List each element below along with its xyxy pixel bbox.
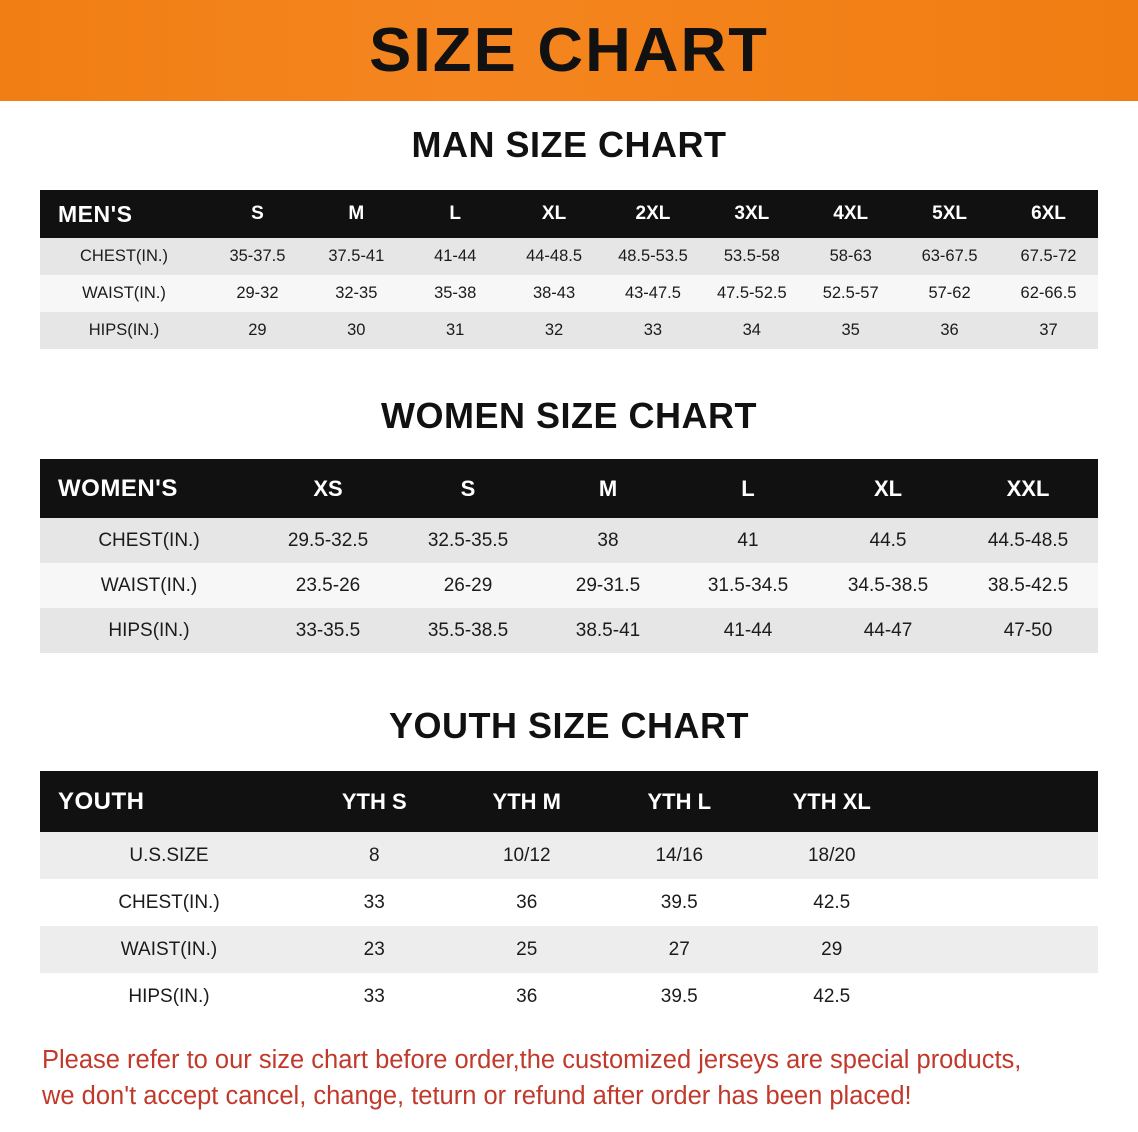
men-header-cell-6: 3XL	[702, 190, 801, 238]
men-row-1-label: WAIST(IN.)	[40, 275, 208, 312]
women-row-0-cell-0: 29.5-32.5	[258, 518, 398, 563]
women-header-cell-5: XL	[818, 459, 958, 518]
men-row-1-cell-7: 57-62	[900, 275, 999, 312]
women-row-2-cell-1: 35.5-38.5	[398, 608, 538, 653]
youth-row-2-spacer	[908, 926, 1098, 973]
table-header-row	[40, 459, 1098, 518]
men-row-0-cell-0: 35-37.5	[208, 238, 307, 275]
youth-header-cell-3: YTH L	[603, 771, 756, 832]
men-row-2-cell-8: 37	[999, 312, 1098, 349]
men-header-cell-5: 2XL	[604, 190, 703, 238]
youth-row-3-cell-2: 39.5	[603, 973, 756, 1020]
youth-row-3-cell-0: 33	[298, 973, 451, 1020]
men-header-cell-7: 4XL	[801, 190, 900, 238]
table-row	[40, 312, 1098, 349]
men-row-0-cell-6: 58-63	[801, 238, 900, 275]
youth-row-2-cell-1: 25	[451, 926, 604, 973]
women-header-cell-6: XXL	[958, 459, 1098, 518]
youth-row-3-cell-1: 36	[451, 973, 604, 1020]
men-row-2-cell-3: 32	[505, 312, 604, 349]
youth-size-table	[40, 771, 1098, 1020]
table-row	[40, 518, 1098, 563]
policy-note-line-1: Please refer to our size chart before order,the customized jerseys are special products,	[42, 1046, 1022, 1074]
women-row-1-cell-0: 23.5-26	[258, 563, 398, 608]
youth-header-spacer	[908, 771, 1098, 832]
youth-section-heading: YOUTH SIZE CHART	[388, 705, 749, 746]
men-row-0-cell-1: 37.5-41	[307, 238, 406, 275]
youth-row-1-cell-2: 39.5	[603, 879, 756, 926]
men-row-2-cell-2: 31	[406, 312, 505, 349]
women-row-1-cell-3: 31.5-34.5	[678, 563, 818, 608]
youth-header-cell-4: YTH XL	[756, 771, 909, 832]
table-row	[40, 563, 1098, 608]
women-row-0-label: CHEST(IN.)	[40, 518, 258, 563]
women-row-2-cell-5: 47-50	[958, 608, 1098, 653]
men-header-cell-3: L	[406, 190, 505, 238]
men-row-0-cell-4: 48.5-53.5	[604, 238, 703, 275]
youth-row-2-cell-2: 27	[603, 926, 756, 973]
women-table-wrapper	[0, 459, 1138, 653]
men-row-2-cell-7: 36	[900, 312, 999, 349]
youth-header-cell-1: YTH S	[298, 771, 451, 832]
table-row	[40, 973, 1098, 1020]
men-row-0-cell-5: 53.5-58	[702, 238, 801, 275]
women-row-0-cell-2: 38	[538, 518, 678, 563]
youth-header-cell-0: YOUTH	[40, 771, 298, 832]
women-header-cell-4: L	[678, 459, 818, 518]
women-row-0-cell-3: 41	[678, 518, 818, 563]
men-row-0-cell-8: 67.5-72	[999, 238, 1098, 275]
table-row	[40, 879, 1098, 926]
men-row-2-label: HIPS(IN.)	[40, 312, 208, 349]
youth-row-3-spacer	[908, 973, 1098, 1020]
policy-note-line-2: we don't accept cancel, change, teturn or refund after order has been placed!	[42, 1082, 912, 1111]
table-row	[40, 926, 1098, 973]
women-row-0-cell-1: 32.5-35.5	[398, 518, 538, 563]
women-row-0-cell-5: 44.5-48.5	[958, 518, 1098, 563]
youth-row-0-spacer	[908, 832, 1098, 879]
men-section-heading: MAN SIZE CHART	[411, 124, 727, 165]
women-header-cell-3: M	[538, 459, 678, 518]
men-row-2-cell-4: 33	[604, 312, 703, 349]
youth-row-1-cell-0: 33	[298, 879, 451, 926]
men-header-cell-1: S	[208, 190, 307, 238]
women-row-2-cell-0: 33-35.5	[258, 608, 398, 653]
women-row-1-cell-5: 38.5-42.5	[958, 563, 1098, 608]
table-row	[40, 832, 1098, 879]
women-row-2-cell-2: 38.5-41	[538, 608, 678, 653]
men-row-1-cell-4: 43-47.5	[604, 275, 703, 312]
youth-row-3-cell-3: 42.5	[756, 973, 909, 1020]
youth-row-2-cell-0: 23	[298, 926, 451, 973]
men-row-1-cell-2: 35-38	[406, 275, 505, 312]
men-table-body	[40, 238, 1098, 349]
men-row-0-label: CHEST(IN.)	[40, 238, 208, 275]
women-row-1-cell-4: 34.5-38.5	[818, 563, 958, 608]
table-row	[40, 238, 1098, 275]
page-banner	[0, 0, 1138, 101]
youth-row-1-cell-3: 42.5	[756, 879, 909, 926]
men-header-cell-9: 6XL	[999, 190, 1098, 238]
women-row-1-cell-1: 26-29	[398, 563, 538, 608]
youth-row-0-cell-1: 10/12	[451, 832, 604, 879]
youth-table-body	[40, 832, 1098, 1020]
men-header-cell-0: MEN'S	[40, 190, 208, 238]
youth-row-3-label: HIPS(IN.)	[40, 973, 298, 1020]
men-row-1-cell-1: 32-35	[307, 275, 406, 312]
women-table-head	[40, 459, 1098, 518]
men-header-cell-8: 5XL	[900, 190, 999, 238]
table-row	[40, 275, 1098, 312]
women-table-body	[40, 518, 1098, 653]
men-row-2-cell-1: 30	[307, 312, 406, 349]
table-row	[40, 608, 1098, 653]
men-row-1-cell-6: 52.5-57	[801, 275, 900, 312]
men-row-0-cell-7: 63-67.5	[900, 238, 999, 275]
women-row-1-cell-2: 29-31.5	[538, 563, 678, 608]
women-size-table	[40, 459, 1098, 653]
youth-row-1-cell-1: 36	[451, 879, 604, 926]
men-header-cell-4: XL	[505, 190, 604, 238]
youth-row-1-spacer	[908, 879, 1098, 926]
youth-row-2-cell-3: 29	[756, 926, 909, 973]
women-header-cell-0: WOMEN'S	[40, 459, 258, 518]
women-row-2-cell-3: 41-44	[678, 608, 818, 653]
men-row-1-cell-5: 47.5-52.5	[702, 275, 801, 312]
youth-header-cell-2: YTH M	[451, 771, 604, 832]
youth-table-head	[40, 771, 1098, 832]
youth-row-2-label: WAIST(IN.)	[40, 926, 298, 973]
men-row-1-cell-3: 38-43	[505, 275, 604, 312]
men-table-wrapper	[0, 190, 1138, 349]
men-row-2-cell-0: 29	[208, 312, 307, 349]
women-row-1-label: WAIST(IN.)	[40, 563, 258, 608]
youth-row-0-cell-2: 14/16	[603, 832, 756, 879]
men-row-2-cell-5: 34	[702, 312, 801, 349]
page-title: SIZE CHART	[369, 15, 769, 85]
men-row-1-cell-8: 62-66.5	[999, 275, 1098, 312]
women-section-heading: WOMEN SIZE CHART	[381, 395, 757, 436]
men-header-cell-2: M	[307, 190, 406, 238]
women-header-cell-1: XS	[258, 459, 398, 518]
men-row-0-cell-2: 41-44	[406, 238, 505, 275]
youth-row-0-cell-3: 18/20	[756, 832, 909, 879]
policy-note	[0, 1042, 1138, 1114]
women-row-2-label: HIPS(IN.)	[40, 608, 258, 653]
women-row-0-cell-4: 44.5	[818, 518, 958, 563]
men-row-0-cell-3: 44-48.5	[505, 238, 604, 275]
youth-row-0-label: U.S.SIZE	[40, 832, 298, 879]
men-table-head	[40, 190, 1098, 238]
men-row-1-cell-0: 29-32	[208, 275, 307, 312]
youth-row-0-cell-0: 8	[298, 832, 451, 879]
table-header-row	[40, 190, 1098, 238]
women-header-cell-2: S	[398, 459, 538, 518]
women-row-2-cell-4: 44-47	[818, 608, 958, 653]
table-header-row	[40, 771, 1098, 832]
men-row-2-cell-6: 35	[801, 312, 900, 349]
youth-table-wrapper	[0, 771, 1138, 1020]
men-size-table	[40, 190, 1098, 349]
youth-row-1-label: CHEST(IN.)	[40, 879, 298, 926]
